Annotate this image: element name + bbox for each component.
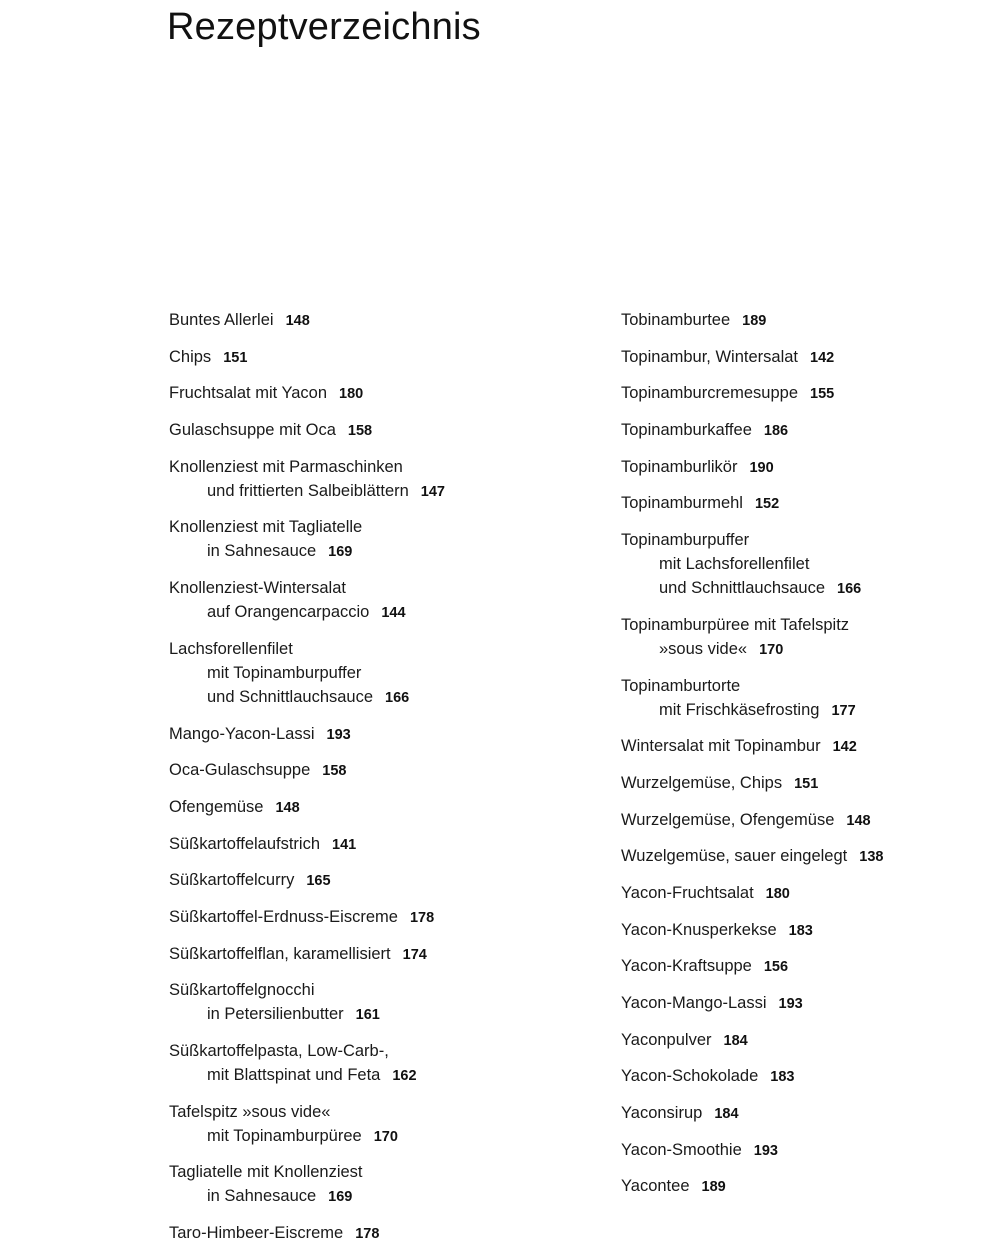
recipe-name: Süßkartoffelflan, karamellisiert (169, 944, 391, 963)
index-entry-line (169, 758, 529, 783)
recipe-name: Tagliatelle mit Knollenziest (169, 1163, 363, 1182)
index-entry-line (169, 1124, 529, 1149)
index-entry-line (169, 1184, 529, 1209)
recipe-name: Yacon-Knusperkekse (621, 920, 777, 939)
index-entry (621, 918, 981, 943)
index-entry-line (169, 1039, 529, 1063)
index-entry (621, 734, 981, 759)
index-entry (169, 942, 529, 967)
recipe-name: Wurzelgemüse, Chips (621, 773, 783, 792)
page-number: 180 (765, 885, 790, 902)
recipe-name: Topinamburpuffer (621, 531, 750, 550)
index-entry (621, 771, 981, 796)
index-entry-line (169, 795, 529, 820)
index-entry (621, 1028, 981, 1053)
recipe-name: auf Orangencarpaccio (207, 603, 370, 622)
index-entry-line (621, 674, 981, 698)
page-number: 183 (770, 1069, 795, 1086)
page-number: 166 (385, 689, 410, 706)
index-entry-line (621, 576, 981, 601)
recipe-name: Tobinamburtee (621, 311, 731, 329)
recipe-name: Knollenziest-Wintersalat (169, 579, 346, 598)
recipe-name: Topinamburkaffee (621, 421, 752, 440)
index-entry-line (621, 528, 981, 552)
index-entry-line (621, 637, 981, 662)
recipe-name: Tafelspitz »sous vide« (169, 1102, 331, 1121)
index-entry-line (169, 1221, 529, 1246)
page-number: 158 (322, 763, 347, 780)
index-entry-line (621, 491, 981, 516)
recipe-name: Oca-Gulaschsuppe (169, 761, 311, 780)
index-entry-line (621, 991, 981, 1016)
page-number: 178 (355, 1226, 380, 1243)
index-entry (169, 905, 529, 930)
index-entry-line (621, 734, 981, 759)
index-entry (621, 991, 981, 1016)
page-number: 174 (402, 946, 427, 963)
index-entry-line (169, 345, 529, 370)
index-entry-line (621, 844, 981, 869)
page-number: 142 (832, 739, 857, 756)
index-entry (169, 868, 529, 893)
page-number: 147 (420, 483, 445, 500)
recipe-name: Chips (169, 347, 212, 366)
recipe-name: mit Topinamburpuffer (207, 663, 362, 682)
index-entry-line (169, 1063, 529, 1088)
recipe-name: Yacontee (621, 1177, 690, 1196)
recipe-name: Yacon-Kraftsuppe (621, 957, 752, 976)
page-number: 190 (749, 459, 774, 476)
index-entry (169, 722, 529, 747)
recipe-name: Süßkartoffelcurry (169, 871, 295, 890)
index-entry (169, 1039, 529, 1088)
recipe-name: Wintersalat mit Topinambur (621, 737, 821, 756)
index-entry-line (621, 808, 981, 833)
index-entry-line (169, 1160, 529, 1184)
recipe-name: Wuzelgemüse, sauer eingelegt (621, 847, 848, 866)
page-number: 169 (328, 1189, 353, 1206)
index-entry-line (169, 381, 529, 406)
recipe-name: in Sahnesauce (207, 542, 317, 561)
recipe-name: in Sahnesauce (207, 1187, 317, 1206)
index-entry (621, 345, 981, 370)
recipe-name: und Schnittlauchsauce (207, 687, 374, 706)
page-number: 184 (714, 1106, 739, 1123)
page-number: 152 (754, 496, 780, 513)
recipe-name: in Petersilienbutter (207, 1005, 344, 1024)
recipe-name: Fruchtsalat mit Yacon (169, 384, 328, 403)
index-entry (169, 381, 529, 406)
index-entry (621, 1064, 981, 1089)
index-entry-line (169, 418, 529, 443)
index-entry-line (621, 1174, 981, 1199)
recipe-name: Topinamburcremesuppe (621, 384, 799, 403)
page-number: 183 (788, 922, 813, 939)
index-entry-line (621, 613, 981, 637)
page-number: 158 (347, 423, 373, 440)
index-column-left (169, 308, 529, 1258)
index-entry-line (621, 954, 981, 979)
index-entry-line (169, 661, 529, 685)
page-number: 161 (355, 1007, 380, 1024)
page-number: 144 (381, 605, 406, 622)
index-entry-line (169, 905, 529, 930)
index-entry (169, 1160, 529, 1209)
index-entry (169, 576, 529, 625)
index-entry (621, 1101, 981, 1126)
page-number: 156 (763, 959, 789, 976)
index-entry (169, 515, 529, 564)
index-entry (621, 844, 981, 869)
index-entry (621, 528, 981, 601)
index-entry-line (621, 918, 981, 943)
index-entry (169, 1221, 529, 1246)
page-number: 180 (339, 386, 364, 403)
index-entry-line (621, 698, 981, 723)
recipe-name: Süßkartoffel-Erdnuss-Eiscreme (169, 907, 398, 926)
page-number: 151 (223, 349, 248, 366)
index-entry (621, 491, 981, 516)
recipe-name: Knollenziest mit Parmaschinken (169, 457, 403, 476)
recipe-name: Mango-Yacon-Lassi (169, 724, 315, 743)
index-entry (169, 758, 529, 783)
recipe-name: Buntes Allerlei (169, 311, 274, 329)
index-entry (169, 345, 529, 370)
recipe-name: Lachsforellenfilet (169, 639, 293, 658)
recipe-name: Süßkartoffelaufstrich (169, 834, 321, 853)
page-number: 166 (837, 581, 862, 598)
index-entry-line (169, 868, 529, 893)
index-entry-line (169, 539, 529, 564)
page-number: 151 (794, 775, 819, 792)
index-entry-line (169, 832, 529, 857)
recipe-name: Süßkartoffelgnocchi (169, 981, 315, 1000)
recipe-name: mit Blattspinat und Feta (207, 1066, 381, 1084)
index-entry (169, 637, 529, 710)
index-entry-line (621, 552, 981, 576)
page-number: 186 (763, 423, 789, 440)
page-number: 138 (859, 849, 884, 866)
recipe-name: Yacon-Smoothie (621, 1140, 742, 1159)
recipe-name: »sous vide« (659, 639, 748, 658)
index-entry-line (621, 881, 981, 906)
recipe-name: Yacon-Fruchtsalat (621, 883, 754, 902)
index-entry-line (169, 515, 529, 539)
index-entry-line (621, 1101, 981, 1126)
recipe-name: mit Lachsforellenfilet (659, 555, 810, 574)
page-number: 155 (810, 386, 835, 403)
page-number: 193 (753, 1142, 778, 1159)
page-number: 148 (285, 313, 310, 329)
index-entry (621, 808, 981, 833)
page-number: 193 (326, 726, 351, 743)
index-entry (621, 1174, 981, 1199)
index-entry (169, 308, 529, 333)
recipe-name: Topinamburpüree mit Tafelspitz (621, 615, 850, 634)
recipe-name: mit Frischkäsefrosting (659, 700, 820, 719)
index-entry-line (169, 479, 529, 504)
page-number: 169 (328, 544, 353, 561)
index-entry (169, 978, 529, 1027)
recipe-name: Knollenziest mit Tagliatelle (169, 518, 363, 537)
page-number: 162 (392, 1068, 417, 1084)
recipe-name: Yacon-Mango-Lassi (621, 994, 767, 1012)
recipe-name: und frittierten Salbeiblättern (207, 481, 409, 500)
page-number: 142 (810, 349, 835, 366)
recipe-name: Topinambur, Wintersalat (621, 347, 798, 366)
index-entry-line (621, 455, 981, 480)
index-entry (169, 795, 529, 820)
index-column-right (621, 308, 981, 1211)
recipe-name: Yaconpulver (621, 1030, 712, 1049)
recipe-name: Süßkartoffelpasta, Low-Carb-, (169, 1042, 389, 1060)
page-number: 193 (778, 996, 803, 1012)
index-entry (169, 1100, 529, 1149)
recipe-name: und Schnittlauchsauce (659, 579, 826, 598)
index-entry-line (169, 600, 529, 625)
recipe-name: Topinamburlikör (621, 457, 738, 476)
page-title: Rezeptverzeichnis (167, 6, 481, 48)
page-number: 148 (275, 799, 300, 816)
recipe-name: Yacon-Schokolade (621, 1067, 759, 1086)
index-entry (621, 308, 981, 333)
page-number: 189 (742, 313, 767, 329)
recipe-name: Topinamburmehl (621, 494, 743, 513)
index-entry-line (169, 1002, 529, 1027)
index-entry (621, 418, 981, 443)
page-number: 165 (306, 873, 331, 890)
index-entry-line (169, 637, 529, 661)
recipe-name: Yaconsirup (621, 1104, 703, 1123)
index-entry-line (621, 418, 981, 443)
index-entry (621, 881, 981, 906)
index-entry-line (169, 722, 529, 747)
index-entry-line (621, 345, 981, 370)
index-entry-line (621, 771, 981, 796)
index-entry (621, 381, 981, 406)
index-entry-line (621, 308, 981, 333)
recipe-name: Wurzelgemüse, Ofengemüse (621, 810, 835, 829)
index-entry-line (621, 1028, 981, 1053)
index-entry-line (621, 381, 981, 406)
recipe-name: mit Topinamburpüree (207, 1126, 362, 1145)
index-entry-line (169, 308, 529, 333)
recipe-name: Topinamburtorte (621, 676, 741, 695)
index-entry (621, 613, 981, 662)
index-entry-line (621, 1138, 981, 1163)
index-entry-line (169, 576, 529, 600)
index-entry-line (169, 942, 529, 967)
index-entry (621, 1138, 981, 1163)
index-entry-line (621, 1064, 981, 1089)
recipe-name: Gulaschsuppe mit Oca (169, 421, 336, 440)
page-number: 141 (332, 836, 357, 853)
page-number: 184 (723, 1032, 748, 1049)
page-number: 189 (701, 1179, 726, 1196)
page-number: 178 (409, 909, 435, 926)
page-number: 148 (846, 812, 871, 829)
recipe-name: Taro-Himbeer-Eiscreme (169, 1224, 344, 1243)
index-entry-line (169, 978, 529, 1002)
recipe-name: Ofengemüse (169, 797, 264, 816)
page-number: 170 (373, 1128, 398, 1145)
index-entry-line (169, 455, 529, 479)
index-entry (169, 418, 529, 443)
index-entry (621, 954, 981, 979)
index-entry (169, 455, 529, 504)
page-number: 177 (831, 702, 856, 719)
index-entry (621, 455, 981, 480)
index-entry-line (169, 685, 529, 710)
page-number: 170 (759, 641, 784, 658)
index-entry-line (169, 1100, 529, 1124)
index-entry (169, 832, 529, 857)
index-entry (621, 674, 981, 723)
